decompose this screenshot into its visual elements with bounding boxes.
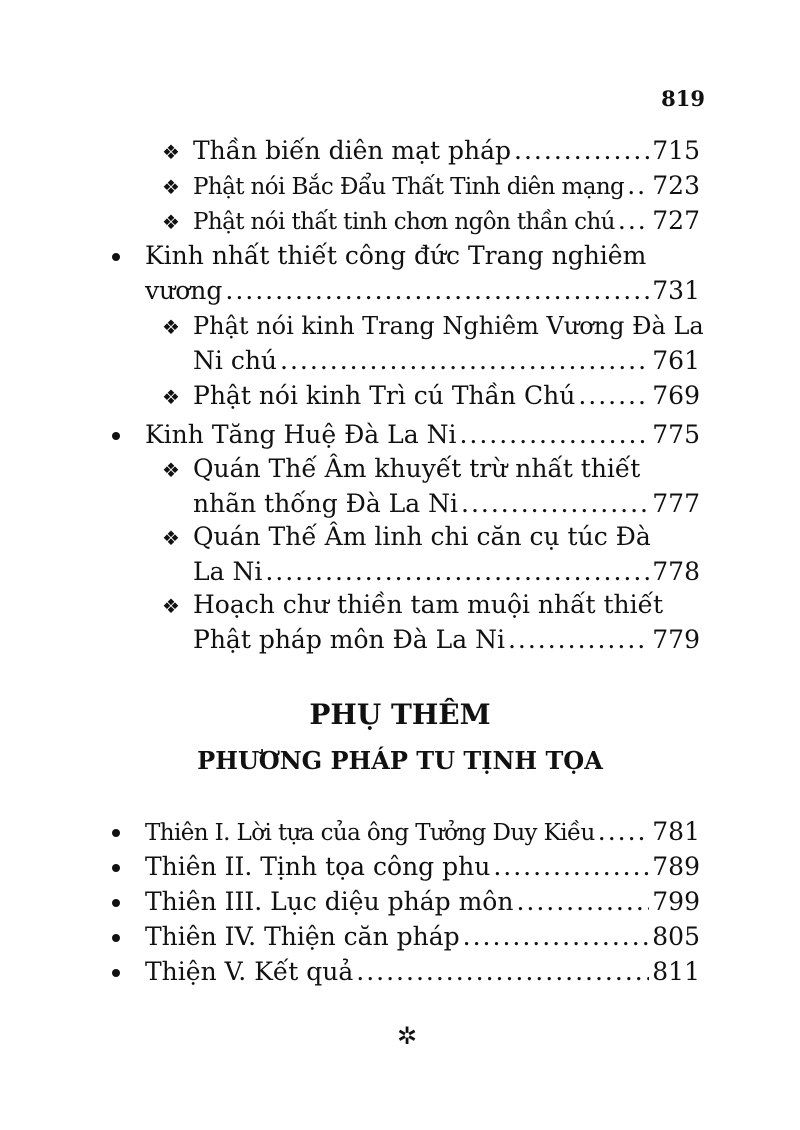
toc-entry-page: 777 bbox=[652, 489, 700, 518]
dot-leader bbox=[514, 134, 649, 168]
toc-entry-page: 811 bbox=[652, 957, 700, 986]
dot-leader bbox=[508, 623, 649, 657]
toc-entry-page: 781 bbox=[652, 817, 700, 846]
dot-leader bbox=[618, 204, 649, 238]
toc-entry-title: Thiên III. Lục diệu pháp môn bbox=[145, 887, 514, 916]
dot-bullet-icon bbox=[112, 432, 120, 440]
toc-entry bbox=[145, 850, 700, 884]
dot-leader bbox=[459, 418, 649, 452]
toc-entry-title-line2: nhãn thống Đà La Ni bbox=[193, 489, 459, 518]
toc-entry-page: 731 bbox=[652, 276, 700, 305]
toc-entry-title-line1: Kinh nhất thiết công đức Trang nghiêm bbox=[145, 241, 647, 270]
dot-bullet-icon bbox=[112, 864, 120, 872]
diamond-bullet-icon: ❖ bbox=[162, 526, 180, 550]
diamond-bullet-icon: ❖ bbox=[162, 175, 180, 199]
toc-entry bbox=[193, 204, 700, 239]
toc-entry bbox=[193, 134, 700, 168]
diamond-bullet-icon: ❖ bbox=[162, 594, 180, 618]
dot-bullet-icon bbox=[112, 934, 120, 942]
dot-bullet-icon bbox=[112, 829, 120, 837]
toc-entry bbox=[145, 885, 700, 919]
toc-entry-title: Phật nói thất tinh chơn ngôn thần chú bbox=[193, 209, 615, 235]
dot-leader bbox=[356, 955, 649, 989]
toc-entry bbox=[193, 555, 700, 589]
toc-entry bbox=[145, 274, 700, 308]
dot-bullet-icon bbox=[112, 899, 120, 907]
toc-entry-title: Thiên I. Lời tựa của ông Tưởng Duy Kiều bbox=[145, 820, 595, 846]
flower-ornament-icon: ✲ bbox=[397, 1022, 418, 1050]
toc-entry-title: Phật nói kinh Trì cú Thần Chú bbox=[193, 381, 576, 410]
toc-entry-page: 778 bbox=[652, 557, 700, 586]
toc-entry bbox=[193, 344, 700, 378]
toc-entry-title-line1: Quán Thế Âm linh chi căn cụ túc Đà bbox=[193, 522, 651, 551]
toc-entry bbox=[193, 623, 700, 657]
dot-leader bbox=[493, 850, 649, 884]
toc-entry-title-line2: La Ni bbox=[193, 557, 263, 586]
dot-leader bbox=[578, 379, 649, 413]
dot-leader bbox=[280, 344, 649, 378]
toc-entry-title: Thiên II. Tịnh tọa công phu bbox=[145, 852, 491, 881]
dot-leader bbox=[627, 169, 649, 203]
appendix-heading: PHỤ THÊM bbox=[309, 698, 491, 731]
toc-entry-title-line2: Phật pháp môn Đà La Ni bbox=[193, 625, 505, 654]
toc-entry-page: 799 bbox=[652, 887, 700, 916]
dot-leader bbox=[265, 555, 649, 589]
toc-entry-title: Phật nói Bắc Đẩu Thất Tinh diên mạng bbox=[193, 174, 625, 200]
toc-entry-title-line1: Phật nói kinh Trang Nghiêm Vương Đà La bbox=[193, 312, 704, 340]
toc-entry-title: Kinh Tăng Huệ Đà La Ni bbox=[145, 420, 457, 449]
toc-entry-title-line1: Quán Thế Âm khuyết trừ nhất thiết bbox=[193, 454, 641, 483]
diamond-bullet-icon: ❖ bbox=[162, 315, 180, 339]
dot-bullet-icon bbox=[112, 969, 120, 977]
toc-entry-page: 775 bbox=[652, 420, 700, 449]
diamond-bullet-icon: ❖ bbox=[162, 210, 180, 234]
toc-entry-title-line2: vương bbox=[145, 276, 223, 305]
page-number: 819 bbox=[661, 86, 705, 111]
toc-entry bbox=[145, 418, 700, 452]
diamond-bullet-icon: ❖ bbox=[162, 458, 180, 482]
dot-leader bbox=[463, 920, 650, 954]
toc-entry-page: 769 bbox=[652, 381, 700, 410]
toc-entry bbox=[193, 487, 700, 521]
dot-leader bbox=[516, 885, 649, 919]
toc-entry-title: Thiện V. Kết quả bbox=[145, 957, 354, 986]
toc-entry-title: Thiên IV. Thiện căn pháp bbox=[145, 922, 460, 951]
toc-entry bbox=[145, 955, 700, 989]
toc-entry-page: 727 bbox=[652, 206, 700, 235]
toc-entry-title-line1: Hoạch chư thiền tam muội nhất thiết bbox=[193, 590, 664, 619]
diamond-bullet-icon: ❖ bbox=[162, 385, 180, 409]
toc-entry-page: 723 bbox=[652, 171, 700, 200]
dot-leader bbox=[461, 487, 649, 521]
toc-entry-page: 761 bbox=[652, 346, 700, 375]
diamond-bullet-icon: ❖ bbox=[162, 140, 180, 164]
appendix-subheading: PHƯƠNG PHÁP TU TỊNH TỌA bbox=[197, 746, 603, 775]
toc-entry-page: 779 bbox=[652, 625, 700, 654]
toc-entry bbox=[193, 379, 700, 413]
toc-entry bbox=[145, 920, 700, 954]
toc-entry bbox=[193, 169, 700, 204]
dot-leader bbox=[225, 274, 649, 308]
toc-entry-title-line2: Ni chú bbox=[193, 346, 278, 375]
dot-bullet-icon bbox=[112, 253, 120, 261]
toc-entry-page: 805 bbox=[652, 922, 700, 951]
toc-entry-page: 715 bbox=[652, 136, 700, 165]
toc-entry-page: 789 bbox=[652, 852, 700, 881]
toc-entry-title: Thần biến diên mạt pháp bbox=[193, 136, 512, 165]
dot-leader bbox=[598, 815, 650, 849]
toc-entry bbox=[145, 815, 700, 850]
